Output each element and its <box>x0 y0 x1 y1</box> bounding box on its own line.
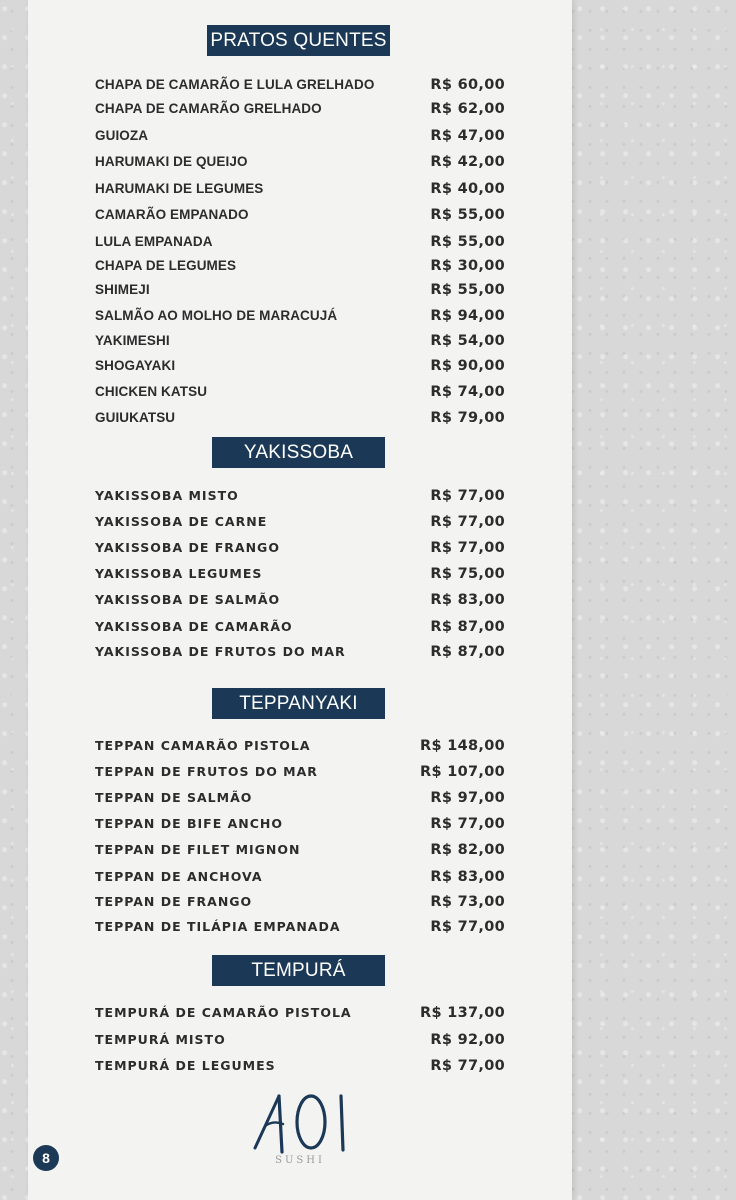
item-name: YAKIMESHI <box>95 333 170 348</box>
item-name: TEPPAN DE FILET MIGNON <box>95 842 301 857</box>
item-price: R$ 82,00 <box>430 842 505 858</box>
item-name: TEPPAN DE FRANGO <box>95 894 253 909</box>
item-name: SALMÃO AO MOLHO DE MARACUJÁ <box>95 308 338 323</box>
item-price: R$ 87,00 <box>430 619 505 635</box>
item-name: TEPPAN DE ANCHOVA <box>95 869 263 884</box>
menu-item <box>95 787 505 809</box>
item-price: R$ 42,00 <box>430 154 505 170</box>
item-price: R$ 77,00 <box>430 816 505 832</box>
menu-item <box>95 589 505 611</box>
item-price: R$ 77,00 <box>430 514 505 530</box>
item-price: R$ 55,00 <box>430 207 505 223</box>
item-name: YAKISSOBA MISTO <box>95 488 239 503</box>
item-name: CHICKEN KATSU <box>95 384 208 399</box>
menu-item <box>95 1002 505 1024</box>
item-name: SHOGAYAKI <box>95 358 176 373</box>
item-name: TEPPAN DE BIFE ANCHO <box>95 816 283 831</box>
menu-item <box>95 735 505 757</box>
item-name: TEPPAN DE FRUTOS DO MAR <box>95 764 318 779</box>
item-price: R$ 40,00 <box>430 181 505 197</box>
menu-item <box>95 839 505 861</box>
item-name: HARUMAKI DE QUEIJO <box>95 154 248 169</box>
item-price: R$ 107,00 <box>420 764 505 780</box>
item-price: R$ 97,00 <box>430 790 505 806</box>
menu-item <box>95 231 505 253</box>
menu-item <box>95 537 505 559</box>
item-name: YAKISSOBA DE FRUTOS DO MAR <box>95 644 346 659</box>
item-name: TEMPURÁ MISTO <box>95 1032 226 1047</box>
menu-item <box>95 255 505 277</box>
menu-item <box>95 916 505 938</box>
logo-subtitle: SUSHI <box>275 1155 325 1166</box>
item-price: R$ 83,00 <box>430 869 505 885</box>
item-price: R$ 55,00 <box>430 234 505 250</box>
item-price: R$ 77,00 <box>430 540 505 556</box>
menu-item <box>95 616 505 638</box>
item-name: TEMPURÁ DE LEGUMES <box>95 1058 276 1073</box>
menu-item <box>95 178 505 200</box>
item-name: GUIOZA <box>95 128 149 143</box>
menu-item <box>95 761 505 783</box>
menu-item <box>95 98 505 120</box>
item-price: R$ 92,00 <box>430 1032 505 1048</box>
section-title-pratos-quentes: PRATOS QUENTES <box>207 25 390 56</box>
item-price: R$ 75,00 <box>430 566 505 582</box>
menu-item <box>95 1029 505 1051</box>
item-name: LULA EMPANADA <box>95 234 213 249</box>
menu-item <box>95 813 505 835</box>
item-name: SHIMEJI <box>95 282 150 297</box>
item-name: CAMARÃO EMPANADO <box>95 207 249 222</box>
menu-item <box>95 407 505 429</box>
menu-item <box>95 866 505 888</box>
item-price: R$ 47,00 <box>430 128 505 144</box>
item-price: R$ 62,00 <box>430 101 505 117</box>
item-name: GUIUKATSU <box>95 410 176 425</box>
menu-item <box>95 355 505 377</box>
item-price: R$ 77,00 <box>430 919 505 935</box>
item-name: CHAPA DE CAMARÃO E LULA GRELHADO <box>95 77 375 92</box>
item-name: TEMPURÁ DE CAMARÃO PISTOLA <box>95 1005 352 1020</box>
page-number-badge: 8 <box>33 1145 59 1171</box>
item-price: R$ 60,00 <box>430 77 505 93</box>
item-name: CHAPA DE LEGUMES <box>95 258 237 273</box>
item-name: HARUMAKI DE LEGUMES <box>95 181 264 196</box>
section-title-yakissoba: YAKISSOBA <box>212 437 385 468</box>
item-price: R$ 54,00 <box>430 333 505 349</box>
menu-item <box>95 204 505 226</box>
menu-item <box>95 279 505 301</box>
menu-item <box>95 151 505 173</box>
menu-item <box>95 563 505 585</box>
item-price: R$ 137,00 <box>420 1005 505 1021</box>
item-price: R$ 94,00 <box>430 308 505 324</box>
section-title-teppanyaki: TEPPANYAKI <box>212 688 385 719</box>
menu-item <box>95 511 505 533</box>
item-name: YAKISSOBA DE SALMÃO <box>95 592 281 607</box>
item-name: YAKISSOBA DE CARNE <box>95 514 268 529</box>
menu-item <box>95 641 505 663</box>
item-price: R$ 77,00 <box>430 488 505 504</box>
item-name: CHAPA DE CAMARÃO GRELHADO <box>95 101 322 116</box>
item-price: R$ 79,00 <box>430 410 505 426</box>
item-price: R$ 74,00 <box>430 384 505 400</box>
menu-item <box>95 305 505 327</box>
item-price: R$ 90,00 <box>430 358 505 374</box>
menu-item <box>95 74 505 96</box>
menu-item <box>95 891 505 913</box>
item-price: R$ 30,00 <box>430 258 505 274</box>
item-price: R$ 87,00 <box>430 644 505 660</box>
item-price: R$ 148,00 <box>420 738 505 754</box>
item-price: R$ 55,00 <box>430 282 505 298</box>
menu-item <box>95 381 505 403</box>
item-name: TEPPAN CAMARÃO PISTOLA <box>95 738 311 753</box>
menu-item <box>95 125 505 147</box>
item-name: TEPPAN DE SALMÃO <box>95 790 253 805</box>
item-price: R$ 73,00 <box>430 894 505 910</box>
menu-item <box>95 485 505 507</box>
item-price: R$ 77,00 <box>430 1058 505 1074</box>
item-name: TEPPAN DE TILÁPIA EMPANADA <box>95 919 341 934</box>
item-name: YAKISSOBA DE CAMARÃO <box>95 619 293 634</box>
item-price: R$ 83,00 <box>430 592 505 608</box>
item-name: YAKISSOBA LEGUMES <box>95 566 263 581</box>
menu-item <box>95 330 505 352</box>
menu-item <box>95 1055 505 1077</box>
section-title-tempura: TEMPURÁ <box>212 955 385 986</box>
item-name: YAKISSOBA DE FRANGO <box>95 540 280 555</box>
